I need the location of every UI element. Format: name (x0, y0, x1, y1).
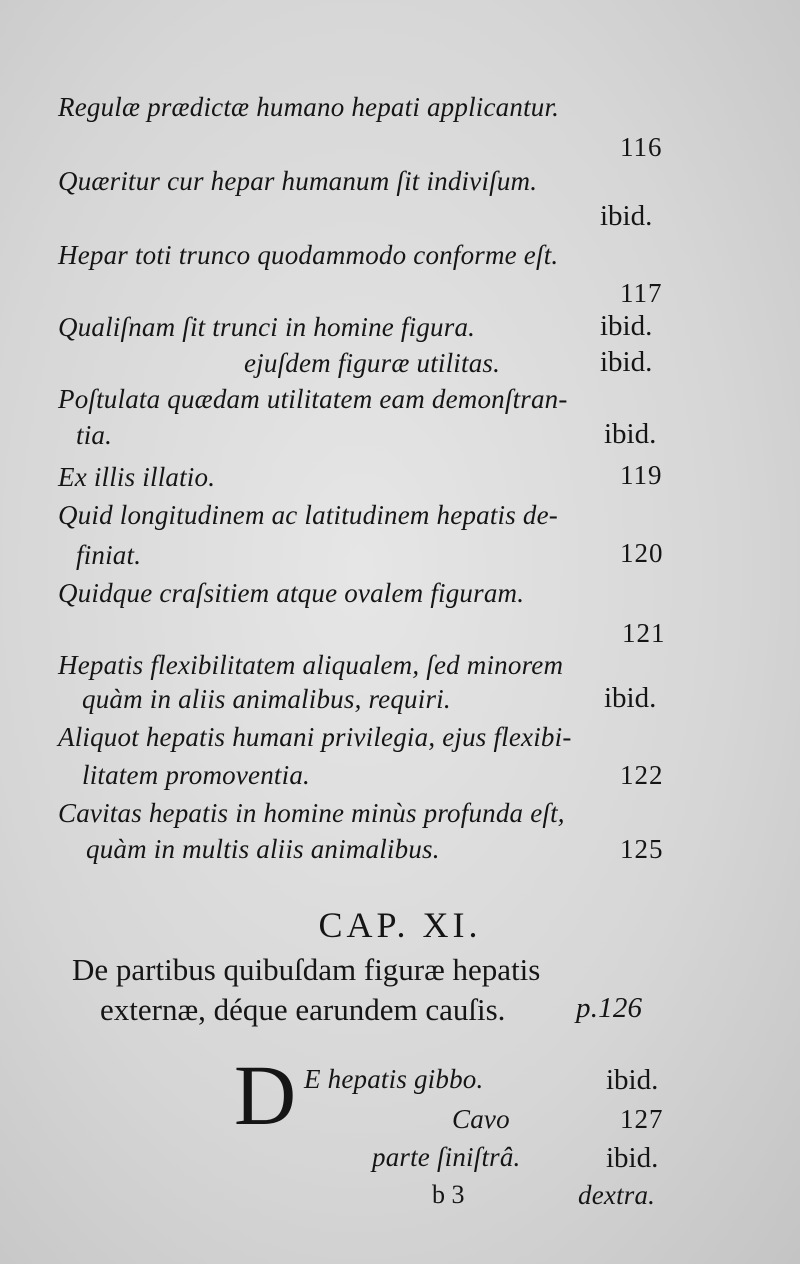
chapter-entry-page: ibid. (606, 1064, 659, 1096)
index-entry-page: 125 (620, 834, 664, 864)
index-entry-text: Aliquot hepatis humani privilegia, ejus flexibi- (58, 722, 572, 752)
index-entry-text: Quæritur cur hepar humanum ſit indiviſum. (58, 166, 538, 196)
index-entry-text-continued: finiat. (76, 540, 142, 570)
index-entry-page: 122 (620, 760, 664, 790)
index-entry-text: Quid longitudinem ac latitudinem hepatis de- (58, 500, 558, 530)
index-entry-page: ibid. (600, 346, 653, 378)
index-entry-text: Poſtulata quædam utilitatem eam demonſtran- (58, 384, 568, 414)
signature-mark: b 3 (432, 1180, 465, 1209)
index-entry-page: ibid. (604, 682, 657, 714)
chapter-entry-text: parte ſiniſtrâ. (372, 1142, 521, 1172)
index-entry-page: 119 (620, 460, 663, 490)
chapter-entry-page: ibid. (606, 1142, 659, 1174)
index-entry-text: Hepar toti trunco quodammodo conforme eſt. (58, 240, 559, 270)
index-entry-text: Regulæ prædictæ humano hepati applicantur. (58, 92, 560, 122)
drop-cap-letter: D (234, 1047, 297, 1143)
index-entry-text: Cavitas hepatis in homine minùs profunda eſt, (58, 798, 565, 828)
index-entry-text-continued: litatem promoventia. (82, 760, 310, 790)
index-entry-page: ibid. (604, 418, 657, 450)
chapter-title-page: p.126 (576, 992, 643, 1024)
index-entry-text-continued: tia. (76, 420, 113, 450)
catchword: dextra. (578, 1180, 656, 1210)
chapter-entry-text: Cavo (452, 1104, 510, 1134)
index-entry-text: Hepatis flexibilitatem aliqualem, ſed minorem (58, 650, 564, 680)
index-entry-page: 116 (620, 132, 663, 162)
index-entry-text: Ex illis illatio. (58, 462, 216, 492)
index-entry-text: Quidque craſsitiem atque ovalem figuram. (58, 578, 525, 608)
index-entry-text-continued: quàm in aliis animalibus, requiri. (82, 684, 451, 714)
index-entry-text: ejuſdem figuræ utilitas. (244, 348, 501, 378)
index-entry-text-continued: quàm in multis aliis animalibus. (86, 834, 440, 864)
chapter-entry-text: E hepatis gibbo. (304, 1064, 484, 1094)
index-entry-page: ibid. (600, 310, 653, 342)
index-entry-text: Qualiſnam ſit trunci in homine figura. (58, 312, 476, 342)
index-entry-page: 120 (620, 538, 664, 568)
chapter-title-line-2: externæ, déque earundem cauſis. (100, 992, 506, 1027)
chapter-heading: CAP. XI. (318, 905, 482, 945)
index-entry-page: ibid. (600, 200, 653, 232)
index-entry-page: 121 (622, 618, 666, 648)
chapter-title-line-1: De partibus quibuſdam figuræ hepatis (72, 952, 541, 987)
chapter-entry-page: 127 (620, 1104, 664, 1134)
index-entry-page: 117 (620, 278, 663, 308)
